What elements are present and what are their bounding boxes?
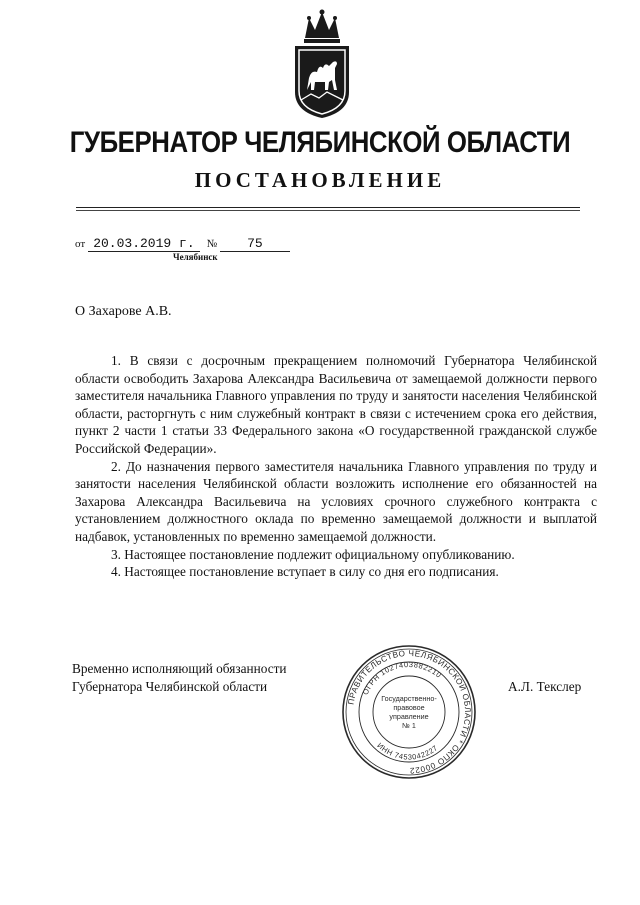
stamp-center-line4: № 1 <box>402 721 416 730</box>
signatory-position-line2: Губернатора Челябинской области <box>72 679 268 694</box>
stamp-center-line1: Государственно- <box>381 694 437 703</box>
number-label: № <box>206 238 218 250</box>
stamp-center-line3: управление <box>389 712 429 721</box>
signatory-position-line1: Временно исполняющий обязанности <box>72 661 287 676</box>
paragraph-1: 1. В связи с досрочным прекращением полномочий Губернатора Челябинской области освободить Захарова Александра Васильевича от замещаемой должности первого заместителя начальника Главного управления по труду и занятости населения Челябинской области, расторгнуть с ним служебный контракт в связи с истечением срока его действия, пункт 2 части 1 статьи 33 Федерального закона «О государственной гражданской службе Российской Федерации». <box>75 353 597 456</box>
issuer-title: ГУБЕРНАТОР ЧЕЛЯБИНСКОЙ ОБЛАСТИ <box>69 126 571 159</box>
city-label: Челябинск <box>173 252 218 262</box>
date-number-line <box>75 236 290 252</box>
date-from-label: от <box>75 238 86 250</box>
signatory-name: А.Л. Текслер <box>508 679 582 694</box>
stamp-outer-text: ПРАВИТЕЛЬСТВО ЧЕЛЯБИНСКОЙ ОБЛАСТИ * ОКПО 00022 <box>346 648 473 776</box>
document-type: ПОСТАНОВЛЕНИЕ <box>194 168 446 192</box>
svg-text:ИНН 7453042227 <box>375 741 439 762</box>
coat-of-arms-emblem <box>291 8 353 120</box>
paragraph-2: 2. До назначения первого заместителя начальника Главного управления по труду и занятости населения Челябинской области возложить исполнение его обязанностей на Захарова Александра Васильевича на условиях срочного служебного контракта с установлением должностного оклада по временно замещаемой должности и выплатой надбавок, установленных по временно замещаемой должности. <box>75 458 597 544</box>
document-subject: О Захарове А.В. <box>75 304 172 319</box>
paragraph-3: 3. Настоящее постановление подлежит официальному опубликованию. <box>111 546 515 562</box>
document-date: 20.03.2019 г. <box>88 236 200 252</box>
paragraph-4: 4. Настоящее постановление вступает в силу со дня его подписания. <box>111 564 499 580</box>
document-number: 75 <box>220 236 290 252</box>
official-stamp <box>340 643 478 781</box>
stamp-inn-text: ИНН 7453042227 <box>375 740 440 762</box>
stamp-center-line2: правовое <box>393 703 425 712</box>
stamp-ogrn-text: ОГРН 1027403882210 <box>360 659 444 697</box>
header-divider-thin <box>76 210 580 211</box>
header-divider <box>76 207 580 208</box>
document-body <box>75 352 597 581</box>
signatory-position <box>72 660 287 696</box>
